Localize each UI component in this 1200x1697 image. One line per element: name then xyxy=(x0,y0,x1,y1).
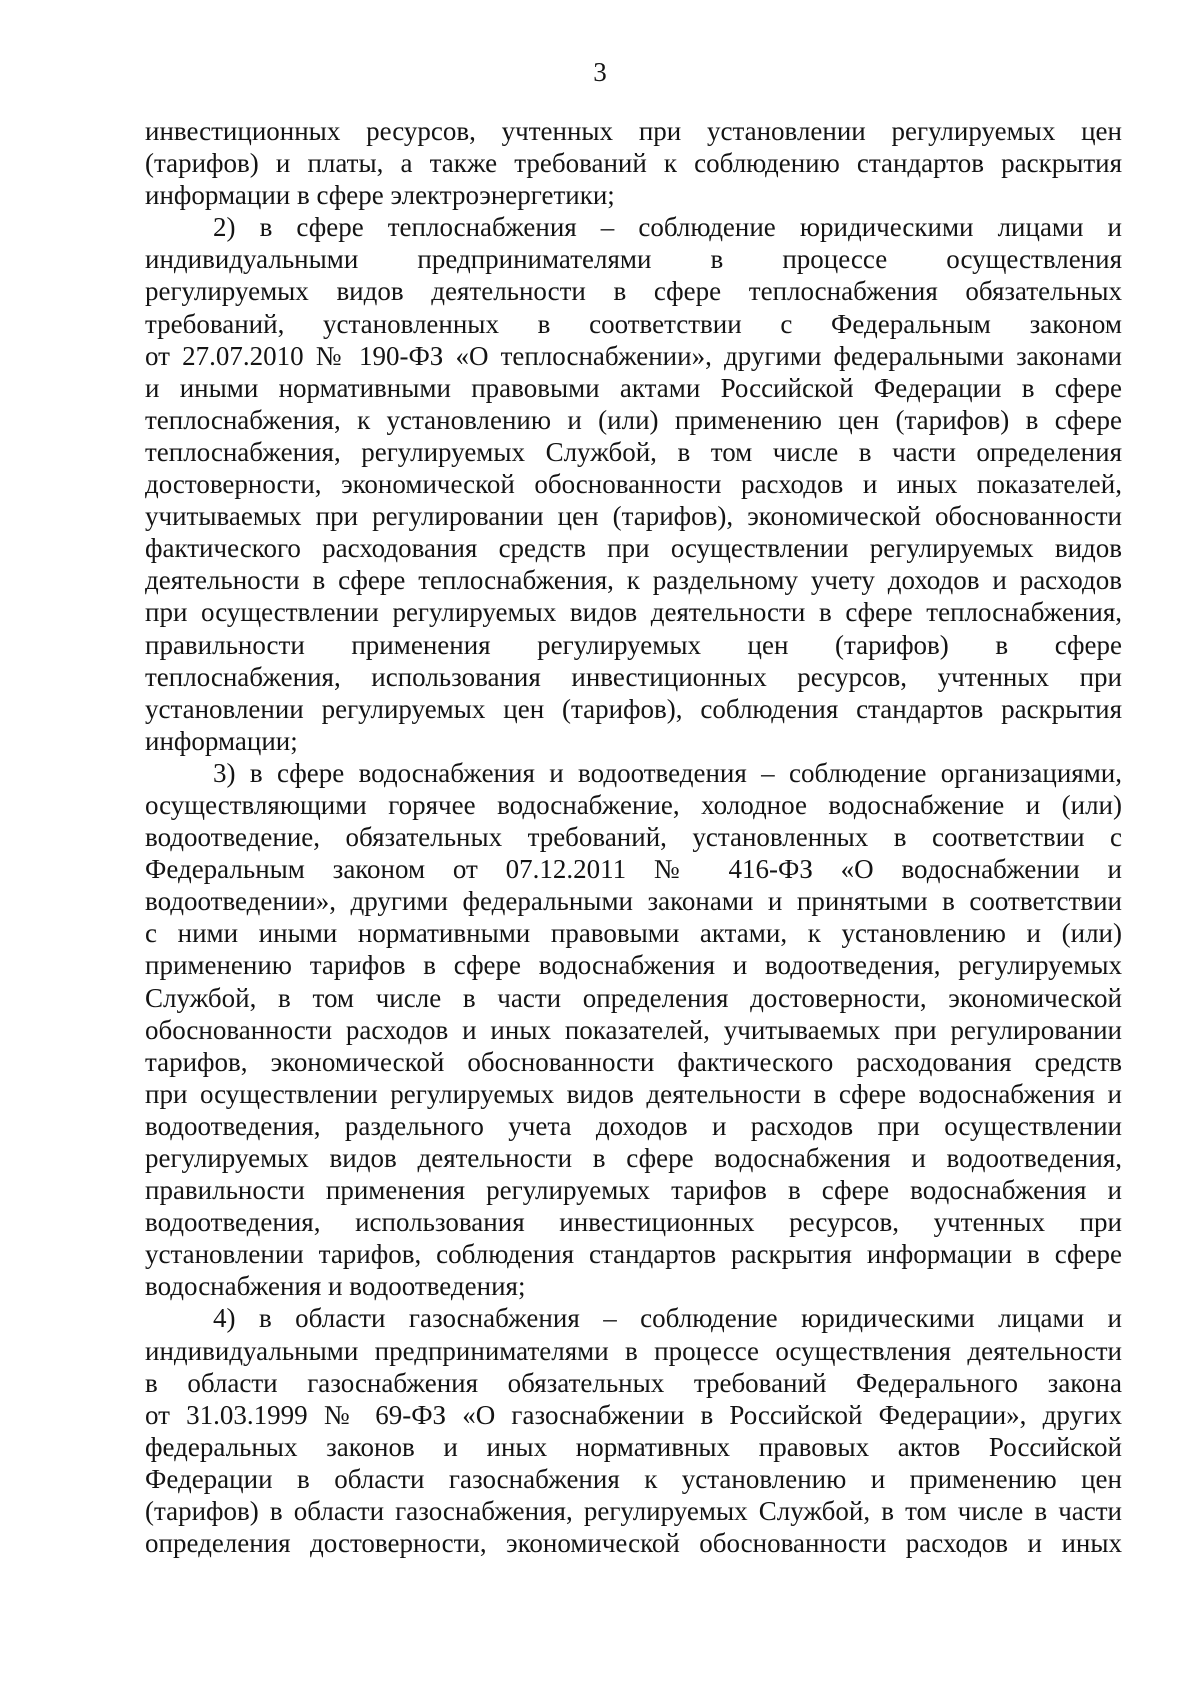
text-line: информации; xyxy=(145,725,298,756)
text-line: (тарифов) в области газоснабжения, регулируемых Службой, в том числе в части xyxy=(145,1496,1122,1527)
page-number: 3 xyxy=(593,57,607,87)
text-line: теплоснабжения, к установлению и (или) применению цен (тарифов) в сфере xyxy=(145,404,1122,435)
text-line: теплоснабжения, регулируемых Службой, в том числе в части определения xyxy=(145,436,1122,467)
text-line: водоотведении», другими федеральными законами и принятыми в соответствии xyxy=(145,886,1122,917)
text-line: (тарифов) и платы, а также требований к соблюдению стандартов раскрытия xyxy=(145,148,1122,179)
text-line: регулируемых видов деятельности в сфере теплоснабжения обязательных xyxy=(145,276,1122,307)
text-line: требований, установленных в соответствии с Федеральным законом xyxy=(145,308,1122,339)
text-line: правильности применения регулируемых цен (тарифов) в сфере xyxy=(145,629,1122,660)
text-line: регулируемых видов деятельности в сфере водоснабжения и водоотведения, xyxy=(145,1143,1122,1173)
text-line: учитываемых при регулировании цен (тарифов), экономической обоснованности xyxy=(145,501,1122,532)
text-line: водоотведения, раздельного учета доходов и расходов при осуществлении xyxy=(145,1110,1122,1141)
text-line: индивидуальными предпринимателями в процессе осуществления xyxy=(145,244,1122,275)
text-line: Службой, в том числе в части определения достоверности, экономической xyxy=(145,982,1122,1013)
text-line: водоотведение, обязательных требований, установленных в соответствии с xyxy=(145,822,1122,853)
text-line: 3) в сфере водоснабжения и водоотведения – соблюдение организациями, xyxy=(213,757,1122,788)
text-line: от 27.07.2010 № 190-ФЗ «О теплоснабжении», другими федеральными законами xyxy=(145,340,1122,371)
text-line: деятельности в сфере теплоснабжения, к раздельному учету доходов и расходов xyxy=(145,565,1122,596)
text-line: с ними иными нормативными правовыми актами, к установлению и (или) xyxy=(145,918,1122,949)
text-line: правильности применения регулируемых тарифов в сфере водоснабжения и xyxy=(145,1175,1122,1206)
text-line: фактического расходования средств при осуществлении регулируемых видов xyxy=(145,533,1122,564)
text-line: Федеральным законом от 07.12.2011 № 416-ФЗ «О водоснабжении и xyxy=(145,854,1122,885)
text-line: федеральных законов и иных нормативных правовых актов Российской xyxy=(145,1431,1122,1462)
text-line: установлении тарифов, соблюдения стандартов раскрытия информации в сфере xyxy=(145,1239,1122,1270)
text-line: достоверности, экономической обоснованности расходов и иных показателей, xyxy=(145,469,1122,500)
text-line: информации в сфере электроэнергетики; xyxy=(145,180,615,211)
document-body xyxy=(145,115,1122,1559)
text-line: инвестиционных ресурсов, учтенных при установлении регулируемых цен xyxy=(145,116,1122,146)
text-line: применению тарифов в сфере водоснабжения и водоотведения, регулируемых xyxy=(145,950,1122,981)
text-line: тарифов, экономической обоснованности фактического расходования средств xyxy=(145,1046,1122,1077)
text-line: при осуществлении регулируемых видов деятельности в сфере водоснабжения и xyxy=(145,1078,1122,1109)
text-line: осуществляющими горячее водоснабжение, холодное водоснабжение и (или) xyxy=(145,789,1122,820)
text-line: определения достоверности, экономической обоснованности расходов и иных xyxy=(145,1528,1122,1559)
text-line: индивидуальными предпринимателями в процессе осуществления деятельности xyxy=(145,1335,1122,1366)
text-line: от 31.03.1999 № 69-ФЗ «О газоснабжении в Российской Федерации», других xyxy=(145,1399,1122,1430)
text-line: и иными нормативными правовыми актами Российской Федерации в сфере xyxy=(145,372,1122,403)
text-line: водоотведения, использования инвестиционных ресурсов, учтенных при xyxy=(145,1207,1122,1238)
text-line: установлении регулируемых цен (тарифов), соблюдения стандартов раскрытия xyxy=(145,693,1122,724)
text-line: при осуществлении регулируемых видов деятельности в сфере теплоснабжения, xyxy=(145,597,1122,628)
text-line: теплоснабжения, использования инвестиционных ресурсов, учтенных при xyxy=(145,661,1122,692)
text-line: обоснованности расходов и иных показателей, учитываемых при регулировании xyxy=(145,1014,1122,1045)
text-line: 2) в сфере теплоснабжения – соблюдение юридическими лицами и xyxy=(213,212,1122,243)
text-line: Федерации в области газоснабжения к установлению и применению цен xyxy=(145,1463,1122,1494)
text-line: 4) в области газоснабжения – соблюдение юридическими лицами и xyxy=(213,1303,1122,1334)
text-line: водоснабжения и водоотведения; xyxy=(145,1271,526,1302)
text-line: в области газоснабжения обязательных требований Федерального закона xyxy=(145,1367,1122,1398)
